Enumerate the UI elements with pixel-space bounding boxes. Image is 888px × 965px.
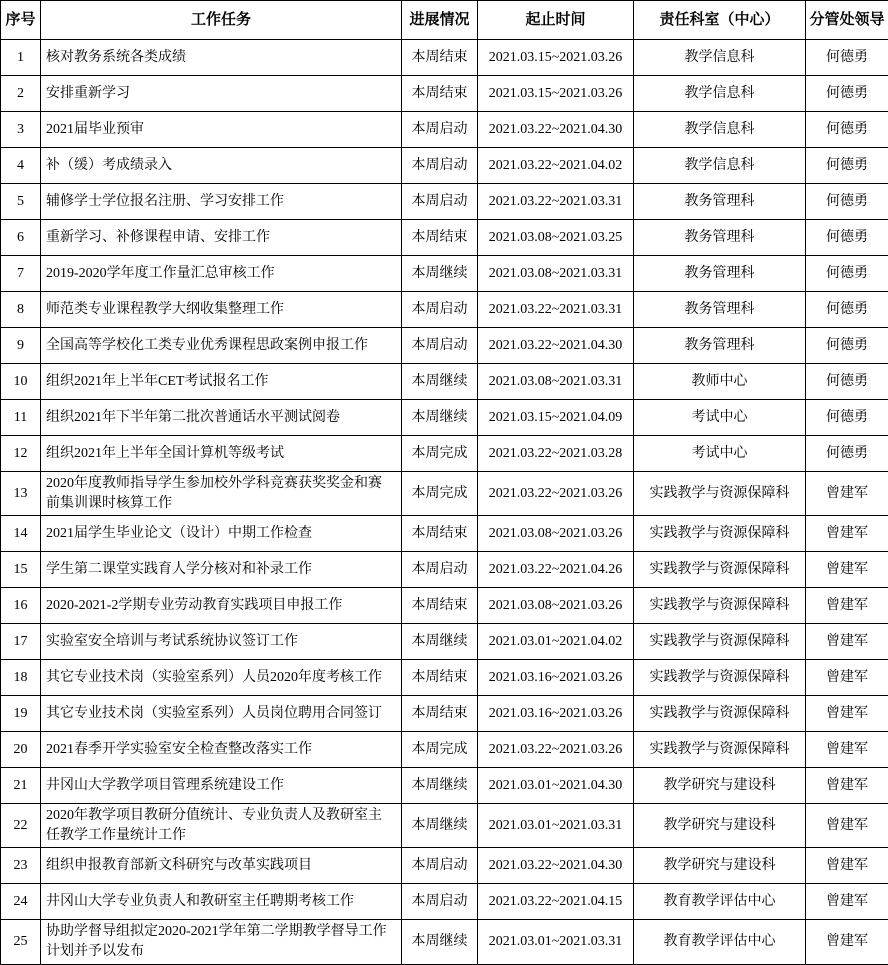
cell-task: 协助学督导组拟定2020-2021学年第二学期教学督导工作计划并予以发布 [41,920,402,964]
cell-index: 25 [1,920,41,964]
cell-period: 2021.03.22~2021.04.26 [478,552,634,588]
cell-progress: 本周继续 [402,624,478,660]
column-header-leader: 分管处领导 [806,1,888,40]
cell-period: 2021.03.08~2021.03.25 [478,220,634,256]
cell-progress: 本周启动 [402,848,478,884]
cell-index: 19 [1,696,41,732]
cell-index: 24 [1,884,41,920]
cell-department: 教务管理科 [634,184,806,220]
table-row [1,848,888,884]
cell-department: 教师中心 [634,364,806,400]
cell-department: 教学信息科 [634,40,806,76]
cell-department: 教育教学评估中心 [634,884,806,920]
cell-progress: 本周继续 [402,804,478,848]
column-header-department: 责任科室（中心） [634,1,806,40]
column-header-progress: 进展情况 [402,1,478,40]
cell-task: 组织2021年上半年全国计算机等级考试 [41,436,402,472]
cell-period: 2021.03.22~2021.03.31 [478,184,634,220]
cell-period: 2021.03.22~2021.03.28 [478,436,634,472]
cell-index: 8 [1,292,41,328]
cell-leader: 曾建军 [806,472,888,516]
cell-period: 2021.03.01~2021.03.31 [478,804,634,848]
table-row [1,732,888,768]
cell-index: 13 [1,472,41,516]
cell-progress: 本周完成 [402,472,478,516]
cell-leader: 何德勇 [806,256,888,292]
cell-department: 实践教学与资源保障科 [634,696,806,732]
cell-period: 2021.03.01~2021.04.02 [478,624,634,660]
cell-index: 6 [1,220,41,256]
cell-task: 重新学习、补修课程申请、安排工作 [41,220,402,256]
cell-progress: 本周启动 [402,148,478,184]
cell-progress: 本周继续 [402,768,478,804]
cell-progress: 本周结束 [402,696,478,732]
cell-period: 2021.03.22~2021.04.30 [478,328,634,364]
cell-task: 2020年度教师指导学生参加校外学科竞赛获奖奖金和赛前集训课时核算工作 [41,472,402,516]
cell-department: 教务管理科 [634,328,806,364]
cell-index: 7 [1,256,41,292]
cell-task: 辅修学士学位报名注册、学习安排工作 [41,184,402,220]
cell-task: 2021春季开学实验室安全检查整改落实工作 [41,732,402,768]
cell-department: 实践教学与资源保障科 [634,588,806,624]
cell-progress: 本周启动 [402,552,478,588]
table-header-row [1,1,888,40]
cell-period: 2021.03.22~2021.04.30 [478,848,634,884]
table-row [1,400,888,436]
table-row [1,220,888,256]
cell-department: 教务管理科 [634,256,806,292]
cell-department: 教学信息科 [634,112,806,148]
cell-leader: 曾建军 [806,552,888,588]
cell-progress: 本周完成 [402,436,478,472]
cell-leader: 何德勇 [806,184,888,220]
cell-leader: 曾建军 [806,660,888,696]
cell-leader: 曾建军 [806,768,888,804]
cell-leader: 何德勇 [806,364,888,400]
cell-department: 教务管理科 [634,292,806,328]
cell-period: 2021.03.08~2021.03.31 [478,256,634,292]
cell-task: 实验室安全培训与考试系统协议签订工作 [41,624,402,660]
cell-index: 23 [1,848,41,884]
cell-leader: 何德勇 [806,76,888,112]
cell-index: 9 [1,328,41,364]
cell-progress: 本周结束 [402,40,478,76]
cell-department: 教务管理科 [634,220,806,256]
cell-task: 安排重新学习 [41,76,402,112]
cell-task: 组织2021年上半年CET考试报名工作 [41,364,402,400]
cell-index: 3 [1,112,41,148]
cell-period: 2021.03.22~2021.03.26 [478,472,634,516]
cell-department: 实践教学与资源保障科 [634,472,806,516]
table-row [1,768,888,804]
cell-department: 教学信息科 [634,148,806,184]
cell-index: 1 [1,40,41,76]
table-row [1,696,888,732]
cell-task: 井冈山大学专业负责人和教研室主任聘期考核工作 [41,884,402,920]
cell-task: 2021届毕业预审 [41,112,402,148]
cell-leader: 何德勇 [806,112,888,148]
cell-index: 2 [1,76,41,112]
cell-progress: 本周启动 [402,184,478,220]
cell-progress: 本周结束 [402,588,478,624]
cell-index: 12 [1,436,41,472]
table-row [1,40,888,76]
cell-leader: 何德勇 [806,436,888,472]
cell-progress: 本周启动 [402,112,478,148]
cell-period: 2021.03.08~2021.03.26 [478,588,634,624]
cell-period: 2021.03.22~2021.04.02 [478,148,634,184]
table-row [1,624,888,660]
cell-progress: 本周启动 [402,328,478,364]
table-row [1,920,888,964]
cell-index: 21 [1,768,41,804]
cell-leader: 何德勇 [806,292,888,328]
cell-leader: 曾建军 [806,884,888,920]
cell-progress: 本周启动 [402,292,478,328]
cell-period: 2021.03.16~2021.03.26 [478,696,634,732]
cell-leader: 何德勇 [806,40,888,76]
table-row [1,552,888,588]
cell-progress: 本周继续 [402,920,478,964]
cell-period: 2021.03.22~2021.03.26 [478,732,634,768]
cell-department: 实践教学与资源保障科 [634,516,806,552]
cell-leader: 何德勇 [806,328,888,364]
column-header-task: 工作任务 [41,1,402,40]
cell-task: 其它专业技术岗（实验室系列）人员岗位聘用合同签订 [41,696,402,732]
cell-task: 师范类专业课程教学大纲收集整理工作 [41,292,402,328]
cell-task: 2019-2020学年度工作量汇总审核工作 [41,256,402,292]
table-row [1,804,888,848]
cell-leader: 曾建军 [806,624,888,660]
cell-period: 2021.03.01~2021.04.30 [478,768,634,804]
cell-period: 2021.03.22~2021.04.15 [478,884,634,920]
table-row [1,184,888,220]
cell-leader: 曾建军 [806,920,888,964]
cell-leader: 何德勇 [806,400,888,436]
table-header [1,1,888,40]
cell-progress: 本周结束 [402,660,478,696]
cell-period: 2021.03.15~2021.03.26 [478,40,634,76]
cell-period: 2021.03.01~2021.03.31 [478,920,634,964]
table-body [1,40,888,965]
cell-department: 考试中心 [634,436,806,472]
cell-task: 2021届学生毕业论文（设计）中期工作检查 [41,516,402,552]
cell-task: 补（缓）考成绩录入 [41,148,402,184]
table-row [1,660,888,696]
cell-index: 10 [1,364,41,400]
cell-period: 2021.03.22~2021.04.30 [478,112,634,148]
cell-department: 教学研究与建设科 [634,848,806,884]
table-row [1,76,888,112]
column-header-index: 序号 [1,1,41,40]
cell-leader: 何德勇 [806,220,888,256]
cell-index: 5 [1,184,41,220]
cell-task: 核对教务系统各类成绩 [41,40,402,76]
cell-progress: 本周继续 [402,400,478,436]
cell-task: 全国高等学校化工类专业优秀课程思政案例申报工作 [41,328,402,364]
cell-progress: 本周结束 [402,516,478,552]
table-row [1,472,888,516]
cell-index: 22 [1,804,41,848]
table-row [1,364,888,400]
column-header-period: 起止时间 [478,1,634,40]
cell-task: 2020年教学项目教研分值统计、专业负责人及教研室主任教学工作量统计工作 [41,804,402,848]
cell-index: 15 [1,552,41,588]
cell-period: 2021.03.15~2021.04.09 [478,400,634,436]
table-row [1,328,888,364]
cell-period: 2021.03.08~2021.03.26 [478,516,634,552]
cell-task: 2020-2021-2学期专业劳动教育实践项目申报工作 [41,588,402,624]
table-row [1,112,888,148]
cell-period: 2021.03.16~2021.03.26 [478,660,634,696]
cell-progress: 本周结束 [402,76,478,112]
cell-leader: 曾建军 [806,516,888,552]
table-row [1,436,888,472]
cell-department: 实践教学与资源保障科 [634,732,806,768]
cell-department: 实践教学与资源保障科 [634,624,806,660]
cell-progress: 本周继续 [402,364,478,400]
cell-leader: 曾建军 [806,588,888,624]
cell-leader: 何德勇 [806,148,888,184]
cell-leader: 曾建军 [806,732,888,768]
table-row [1,588,888,624]
cell-leader: 曾建军 [806,848,888,884]
cell-progress: 本周结束 [402,220,478,256]
cell-progress: 本周完成 [402,732,478,768]
cell-index: 18 [1,660,41,696]
cell-index: 20 [1,732,41,768]
cell-task: 井冈山大学教学项目管理系统建设工作 [41,768,402,804]
cell-task: 其它专业技术岗（实验室系列）人员2020年度考核工作 [41,660,402,696]
table-row [1,884,888,920]
cell-period: 2021.03.22~2021.03.31 [478,292,634,328]
cell-department: 教学研究与建设科 [634,804,806,848]
cell-department: 教学研究与建设科 [634,768,806,804]
cell-period: 2021.03.08~2021.03.31 [478,364,634,400]
cell-leader: 曾建军 [806,696,888,732]
cell-department: 考试中心 [634,400,806,436]
table-row [1,516,888,552]
cell-index: 4 [1,148,41,184]
cell-department: 实践教学与资源保障科 [634,552,806,588]
cell-progress: 本周启动 [402,884,478,920]
cell-period: 2021.03.15~2021.03.26 [478,76,634,112]
cell-department: 实践教学与资源保障科 [634,660,806,696]
cell-department: 教育教学评估中心 [634,920,806,964]
cell-task: 组织2021年下半年第二批次普通话水平测试阅卷 [41,400,402,436]
cell-progress: 本周继续 [402,256,478,292]
cell-task: 学生第二课堂实践育人学分核对和补录工作 [41,552,402,588]
cell-index: 17 [1,624,41,660]
table-row [1,292,888,328]
table-row [1,148,888,184]
cell-index: 14 [1,516,41,552]
cell-index: 16 [1,588,41,624]
cell-index: 11 [1,400,41,436]
cell-task: 组织申报教育部新文科研究与改革实践项目 [41,848,402,884]
table-row [1,256,888,292]
cell-department: 教学信息科 [634,76,806,112]
cell-leader: 曾建军 [806,804,888,848]
